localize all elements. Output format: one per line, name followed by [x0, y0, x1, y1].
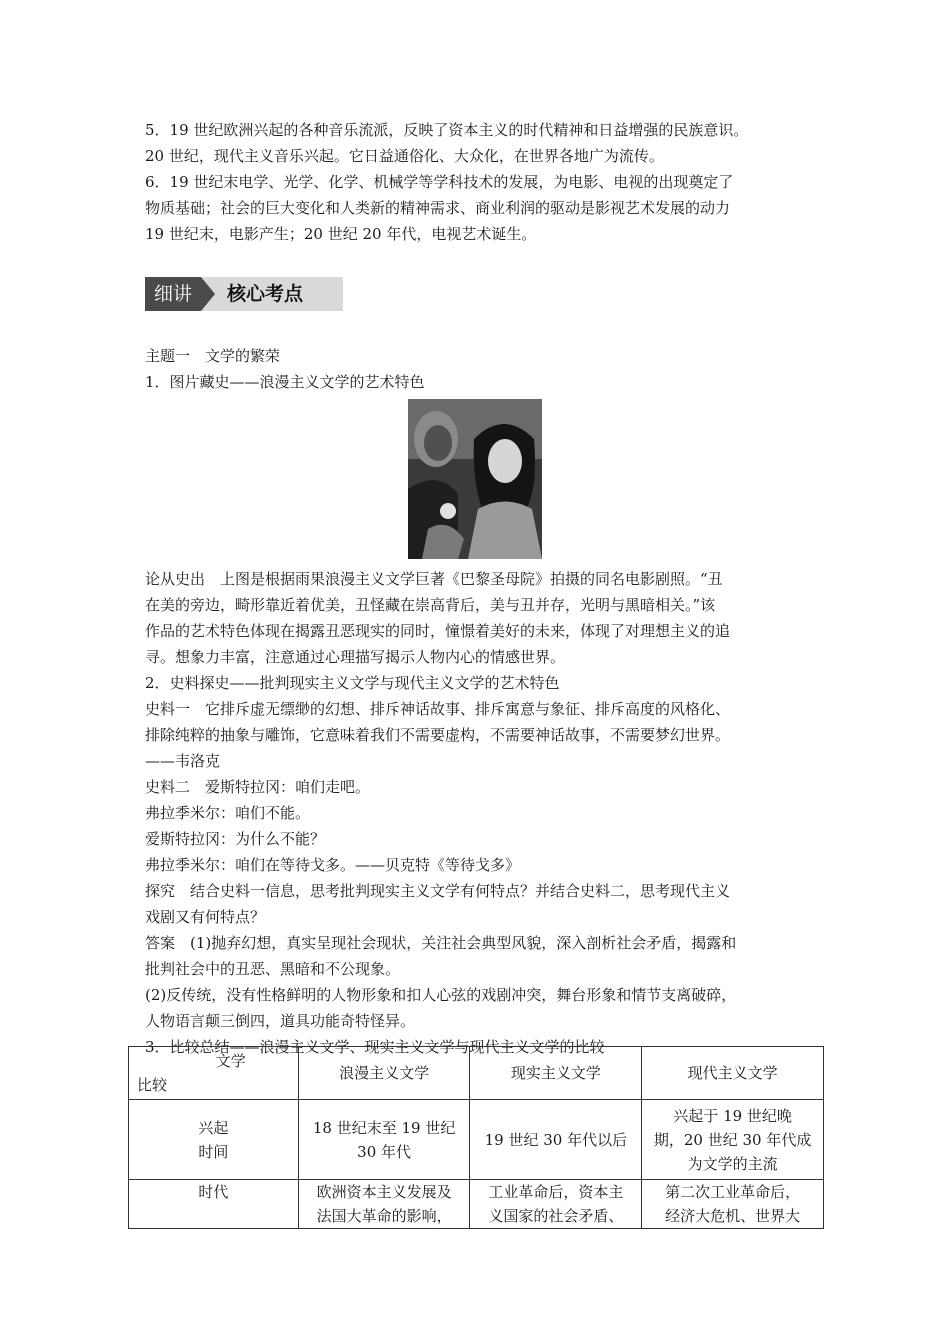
- row-label-line: 时间: [198, 1142, 229, 1161]
- table-cell: [470, 1100, 642, 1180]
- body-line: 答案 (1)抛弃幻想，真实呈现社会现状，关注社会典型风貌，深入剖析社会矛盾，揭露和: [145, 934, 737, 952]
- comparison-table: [128, 1046, 824, 1229]
- section-arrow-icon: [201, 277, 215, 311]
- intro-line: 物质基础；社会的巨大变化和人类新的精神需求、商业利润的驱动是影视艺术发展的动力: [145, 199, 731, 217]
- row-label-cell: [129, 1180, 299, 1229]
- table-row: [129, 1100, 824, 1180]
- cell-line: 工业革命后，资本主: [488, 1183, 624, 1201]
- body-line: 爱斯特拉冈：为什么不能？: [145, 830, 326, 848]
- cell-line: 兴起于 19 世纪晚: [673, 1106, 792, 1125]
- body-line: 人物语言颠三倒四，道具功能奇特怪异。: [145, 1012, 416, 1030]
- film-still-image: [408, 399, 542, 559]
- table-header-cell: 现实主义文学: [470, 1047, 642, 1100]
- table-row: [129, 1180, 824, 1229]
- table-header-cell: 现代主义文学: [642, 1047, 824, 1100]
- cell-line: 18 世纪末至 19 世纪: [312, 1118, 456, 1137]
- intro-line: 6．19 世纪末电学、光学、化学、机械学等学科技术的发展，为电影、电视的出现奠定了: [145, 173, 734, 191]
- table-cell: [298, 1180, 470, 1229]
- body-line: 论从史出 上图是根据雨果浪漫主义文学巨著《巴黎圣母院》拍摄的同名电影剧照。“丑: [145, 570, 723, 588]
- intro-line: 19 世纪末，电影产生；20 世纪 20 年代，电视艺术诞生。: [145, 225, 537, 243]
- table-cell: [298, 1100, 470, 1180]
- row-label-cell: [129, 1100, 299, 1180]
- table-corner-cell: [129, 1047, 299, 1100]
- body-paragraphs: [145, 566, 820, 1060]
- body-line: 弗拉季米尔：咱们不能。: [145, 804, 311, 822]
- cell-line: 义国家的社会矛盾、: [488, 1207, 624, 1225]
- body-line: 3．比较总结——浪漫主义文学、现实主义文学与现代主义文学的比较: [145, 1038, 605, 1056]
- body-line: 戏剧又有何特点？: [145, 908, 266, 926]
- body-line: 作品的艺术特色体现在揭露丑恶现实的同时，憧憬着美好的未来，体现了对理想主义的追: [145, 622, 731, 640]
- intro-line: 20 世纪，现代主义音乐兴起。它日益通俗化、大众化，在世界各地广为流传。: [145, 147, 664, 165]
- topic-item-1: 1．图片藏史——浪漫主义文学的艺术特色: [145, 373, 425, 391]
- section-tag: 细讲: [145, 277, 201, 311]
- cell-line: 法国大革命的影响，: [316, 1207, 452, 1225]
- table-header-cell: 浪漫主义文学: [298, 1047, 470, 1100]
- section-header: [145, 277, 343, 311]
- topic-block: [145, 343, 820, 395]
- body-line: 排除纯粹的抽象与雕饰，它意味着我们不需要虚构，不需要神话故事，不需要梦幻世界。: [145, 726, 731, 744]
- row-label-line: 兴起: [198, 1118, 229, 1137]
- body-line: 在美的旁边，畸形靠近着优美，丑怪藏在崇高背后，美与丑并存，光明与黑暗相关。”该: [145, 596, 716, 614]
- table-cell: [470, 1180, 642, 1229]
- body-line: ——韦洛克: [145, 752, 221, 770]
- body-line: (2)反传统，没有性格鲜明的人物形象和扣人心弦的戏剧冲突，舞台形象和情节支离破碎，: [145, 986, 737, 1004]
- table-cell: [642, 1100, 824, 1180]
- section-title: 核心考点: [227, 283, 304, 305]
- body-line: 寻。想象力丰富，注意通过心理描写揭示人物内心的情感世界。: [145, 648, 566, 666]
- topic-heading: 主题一 文学的繁荣: [145, 347, 281, 365]
- cell-line: 为文学的主流: [687, 1154, 778, 1173]
- cell-line: 经济大危机、世界大: [665, 1207, 801, 1225]
- intro-paragraphs: [145, 117, 820, 247]
- cell-line: 第二次工业革命后，: [665, 1183, 801, 1201]
- body-line: 2．史料探史——批判现实主义文学与现代主义文学的艺术特色: [145, 674, 560, 692]
- body-line: 史料二 爱斯特拉冈：咱们走吧。: [145, 778, 371, 796]
- intro-line: 5．19 世纪欧洲兴起的各种音乐流派，反映了资本主义的时代精神和日益增强的民族意识。: [145, 121, 749, 139]
- corner-top-label: 文学: [215, 1052, 246, 1070]
- table-header-row: [129, 1047, 824, 1100]
- body-line: 探究 结合史料一信息，思考批判现实主义文学有何特点？并结合史料二，思考现代主义: [145, 882, 731, 900]
- body-line: 史料一 它排斥虚无缥缈的幻想、排斥神话故事、排斥寓意与象征、排斥高度的风格化、: [145, 700, 731, 718]
- cell-line: 30 年代: [357, 1142, 412, 1161]
- row-label-line: 时代: [198, 1183, 229, 1201]
- body-line: 批判社会中的丑恶、黑暗和不公现象。: [145, 960, 401, 978]
- table-cell: [642, 1180, 824, 1229]
- corner-bottom-label: 比较: [137, 1076, 168, 1094]
- cell-line: 欧洲资本主义发展及: [316, 1183, 452, 1201]
- cell-line: 19 世纪 30 年代以后: [484, 1130, 628, 1149]
- cell-line: 期，20 世纪 30 年代成: [653, 1130, 812, 1149]
- film-still-drawing: [408, 399, 542, 559]
- body-line: 弗拉季米尔：咱们在等待戈多。——贝克特《等待戈多》: [145, 856, 521, 874]
